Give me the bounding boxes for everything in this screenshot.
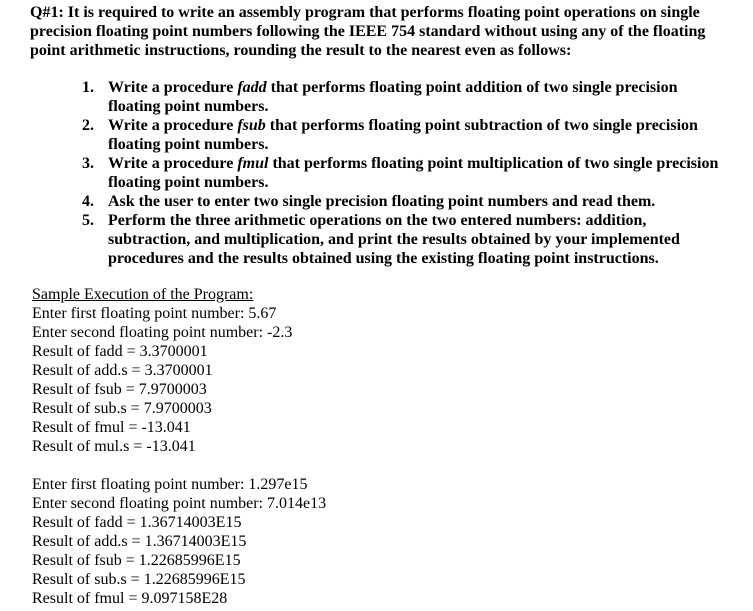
task-text-before: Perform the three arithmetic operations on the two entered numbers: addition, subtraction, and multiplication, and print the results obtained by your implemented procedures and the results obtained using the existing floating point instructions. [108,212,680,267]
task-text-after: that performs floating point addition of two single precision floating point numbers. [108,79,678,115]
output-line: Result of fsub = 1.22685996E15 [32,552,241,569]
task-item [82,211,722,268]
output-line: Result of fadd = 1.36714003E15 [32,514,242,531]
procedure-name: fmul [237,155,269,172]
task-text-after: that performs floating point multiplication of two single precision floating point numbers. [108,155,719,191]
task-text-before: Write a procedure [108,155,238,172]
task-text-before: Write a procedure [108,79,238,96]
sample-run-2 [32,475,732,608]
output-line: Result of sub.s = 1.22685996E15 [32,571,246,588]
output-line: Result of fmul = -13.041 [32,419,191,436]
procedure-name: fsub [237,117,266,134]
question-text: It is required to write an assembly program that performs floating point operations on single precision floating point numbers following the IEEE 754 standard without using any of the floating point arithmetic instructions, rounding the result to the nearest even as follows: [30,4,706,59]
task-item [82,192,722,211]
output-line: Result of sub.s = 7.9700003 [32,400,212,417]
output-line: Enter first floating point number: 1.297e15 [32,476,308,493]
task-list [82,78,722,268]
sample-heading: Sample Execution of the Program: [32,286,254,303]
output-line: Result of fmul = 9.097158E28 [32,590,228,607]
task-item [82,78,722,116]
task-number: 4. [82,193,94,210]
task-number: 2. [82,117,94,134]
task-text-before: Ask the user to enter two single precision floating point numbers and read them. [108,193,656,210]
task-number: 3. [82,155,94,172]
output-line: Enter first floating point number: 5.67 [32,305,277,322]
question-label: Q#1: [30,4,64,21]
task-item [82,154,722,192]
sample-run-1 [32,304,732,456]
output-line: Result of fadd = 3.3700001 [32,343,208,360]
question-paragraph [30,3,730,60]
task-number: 1. [82,79,94,96]
task-text-before: Write a procedure [108,117,238,134]
task-number: 5. [82,212,94,229]
sample-execution [32,285,732,608]
procedure-name: fadd [237,79,267,96]
task-item [82,116,722,154]
output-line: Result of add.s = 3.3700001 [32,362,213,379]
output-line: Result of add.s = 1.36714003E15 [32,533,247,550]
output-line: Result of mul.s = -13.041 [32,438,196,455]
output-line: Result of fsub = 7.9700003 [32,381,207,398]
output-line: Enter second floating point number: -2.3 [32,324,293,341]
output-line: Enter second floating point number: 7.014e13 [32,495,327,512]
blank-line [32,456,732,475]
task-text-after: that performs floating point subtraction of two single precision floating point numbers. [108,117,698,153]
